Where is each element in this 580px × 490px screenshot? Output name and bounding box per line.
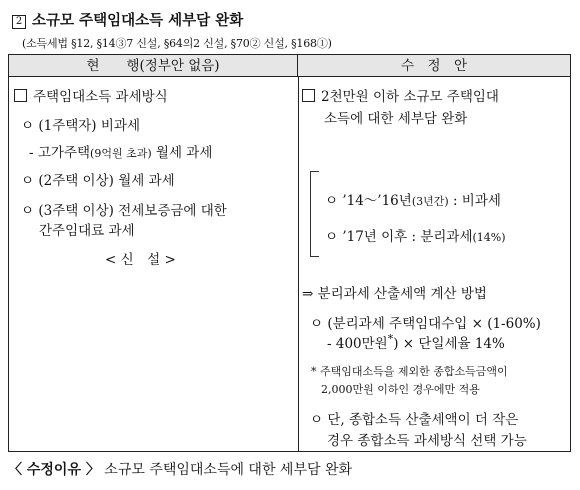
section-number-box: 2 xyxy=(12,15,26,29)
revised-heading-line1: 2천만원 이하 소규모 주택임대 xyxy=(302,85,499,105)
footnote-line-2: 2,000만원 이하인 경우에만 적용 xyxy=(321,383,480,396)
law-reference: (소득세법 §12, §14③7 신설, §64의2 신설, §70② 신설, §168①) xyxy=(22,37,332,50)
revision-reason-label: 〈 수정이유 〉 xyxy=(8,462,100,478)
revision-reason-text: 소규모 주택임대소득에 대한 세부담 완화 xyxy=(104,462,353,478)
revised-period-2: ㅇ ’17년 이후 : 분리과세(14%) xyxy=(325,229,506,245)
formula-line-1: ㅇ (분리과세 주택임대수입 × (1-60%) xyxy=(310,316,541,332)
section-title xyxy=(12,9,243,30)
revised-period-1: ㅇ ’14～’16년(3년간) : 비과세 xyxy=(325,193,501,209)
checkbox-square-icon xyxy=(302,89,315,102)
current-item-1-sub: - 고가주택(9억원 초과) 월세 과세 xyxy=(29,145,213,161)
current-column-header: 현 행(정부안 없음) xyxy=(9,55,298,77)
comparison-table xyxy=(8,54,571,452)
current-item-3-line1: ㅇ (3주택 이상) 전세보증금에 대한 xyxy=(21,203,227,219)
revised-heading-line2: 소득에 대한 세부담 완화 xyxy=(324,111,468,127)
section-title-text: 소규모 주택임대소득 세부담 완화 xyxy=(32,12,244,29)
revised-column-header: 수 정 안 xyxy=(298,55,570,77)
column-divider xyxy=(298,77,299,451)
footnote-line-1: * 주택임대소득을 제외한 종합소득금액이 xyxy=(311,365,508,378)
current-item-3-line2: 간주임대료 과세 xyxy=(39,223,135,239)
current-item-2: ㅇ (2주택 이상) 월세 과세 xyxy=(21,173,175,189)
option-line-1: ㅇ 단, 종합소득 산출세액이 더 작은 xyxy=(310,412,519,428)
revision-reason xyxy=(8,459,352,479)
calc-method-heading: ⇒ 분리과세 산출세액 계산 방법 xyxy=(302,286,487,302)
new-provision-label: < 신 설 > xyxy=(105,252,176,268)
option-line-2: 경우 종합소득 과세방식 선택 가능 xyxy=(327,433,527,449)
checkbox-square-icon xyxy=(14,89,27,102)
formula-line-2: - 400만원*) × 단일세율 14% xyxy=(327,332,505,352)
current-item-1: ㅇ (1주택자) 비과세 xyxy=(21,118,140,134)
current-heading: 주택임대소득 과세방식 xyxy=(14,85,168,105)
bracket-icon xyxy=(310,171,319,257)
